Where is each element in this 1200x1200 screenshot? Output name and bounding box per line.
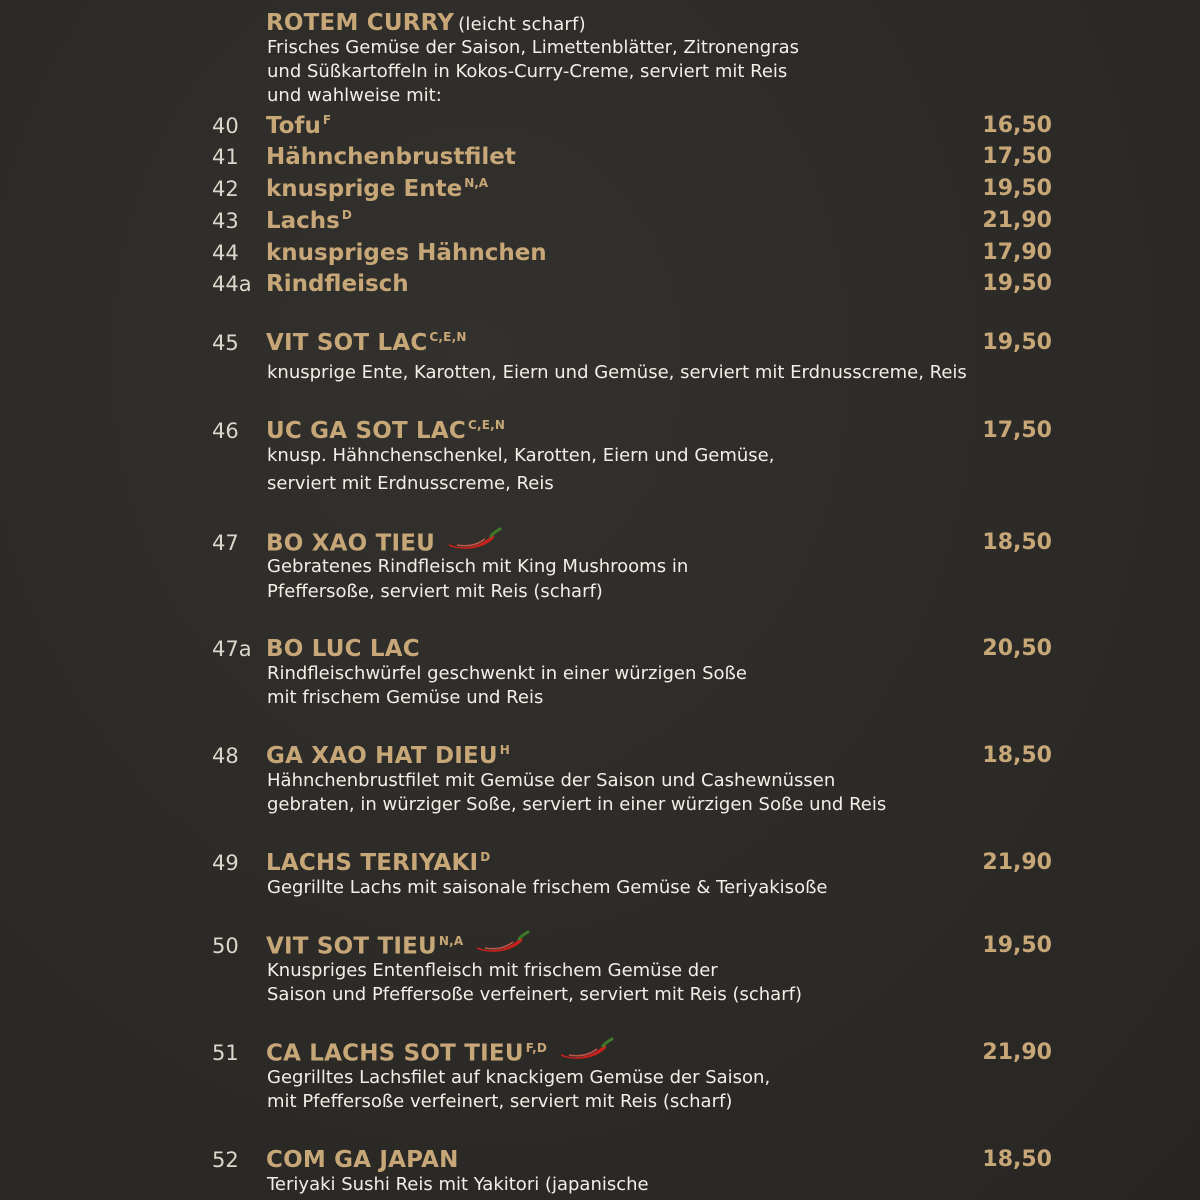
allergen-codes: N,A [438, 933, 464, 948]
curry-note: (leicht scharf) [458, 14, 586, 35]
dish-description: Hähnchenbrustfilet mit Gemüse der Saison und Cashewnüssen [267, 770, 836, 791]
item-number: 47a [212, 637, 252, 661]
item-number: 51 [212, 1041, 239, 1065]
item-number: 50 [212, 934, 239, 958]
item-number: 42 [212, 177, 239, 201]
item-name-text: BO XAO TIEU [266, 530, 436, 557]
item-number: 47 [212, 531, 239, 555]
item-name [266, 140, 516, 174]
item-number: 44a [212, 272, 252, 296]
curry-description-line-1: Frisches Gemüse der Saison, Limettenblätter, Zitronengras [267, 37, 800, 58]
item-price: 18,50 [982, 743, 1052, 768]
allergen-codes: D [480, 850, 491, 865]
item-price: 18,50 [982, 530, 1052, 555]
item-price: 20,50 [982, 636, 1052, 661]
dish-row [0, 929, 1200, 963]
dish-row [0, 846, 1200, 880]
item-name [266, 172, 488, 206]
item-name [266, 632, 420, 666]
item-name-text: CA LACHS SOT TIEU [266, 1040, 524, 1067]
dish-description: Gegrillte Lachs mit saisonale frischem Gemüse & Teriyakisoße [267, 877, 828, 898]
allergen-codes: F,D [525, 1040, 548, 1055]
dish-description: Knuspriges Entenfleisch mit frischem Gemüse der [267, 960, 718, 981]
item-name-text: knuspriges Hähnchen [266, 240, 547, 266]
allergen-codes: H [499, 743, 511, 758]
item-name-text: Rindfleisch [266, 271, 409, 297]
dish-description: serviert mit Erdnusscreme, Reis [267, 473, 554, 494]
item-number: 41 [212, 145, 239, 169]
curry-option [0, 109, 1200, 143]
item-number: 43 [212, 209, 239, 233]
item-number: 45 [212, 331, 239, 355]
allergen-codes: C,E,N [429, 330, 467, 345]
allergen-codes: D [341, 208, 352, 223]
dish-description: Teriyaki Sushi Reis mit Yakitori (japanische [267, 1174, 649, 1195]
item-number: 46 [212, 419, 239, 443]
item-name-text: BO LUC LAC [266, 636, 420, 662]
item-name-text: Lachs [266, 208, 340, 234]
item-number: 48 [212, 744, 239, 768]
item-price: 21,90 [982, 208, 1052, 233]
dish-description: Rindfleischwürfel geschwenkt in einer würzigen Soße [267, 663, 747, 684]
allergen-codes: N,A [464, 176, 489, 191]
curry-option [0, 267, 1200, 301]
curry-header [0, 6, 1200, 40]
item-name-text: COM GA JAPAN [266, 1147, 459, 1173]
item-number: 40 [212, 114, 239, 138]
item-price: 17,50 [982, 418, 1052, 443]
item-name [266, 1143, 459, 1177]
item-name-text: knusprige Ente [266, 176, 463, 202]
dish-description: mit Pfeffersoße verfeinert, serviert mit Reis (scharf) [267, 1091, 733, 1112]
curry-title-text: ROTEM CURRY [266, 10, 455, 36]
curry-description-line-3: und wahlweise mit: [267, 85, 442, 106]
item-name-text: LACHS TERIYAKI [266, 850, 479, 876]
item-name [266, 267, 409, 301]
item-name [266, 414, 505, 448]
allergen-codes: C,E,N [468, 418, 506, 433]
item-price: 19,50 [982, 933, 1052, 958]
dish-description: Saison und Pfeffersoße verfeinert, serviert mit Reis (scharf) [267, 984, 802, 1005]
allergen-codes: F [322, 113, 332, 128]
item-name [266, 109, 331, 143]
item-price: 19,50 [982, 176, 1052, 201]
item-name-text: Hähnchenbrustfilet [266, 144, 516, 170]
item-name-text: VIT SOT TIEU [266, 933, 437, 960]
dish-description: gebraten, in würziger Soße, serviert in einer würzigen Soße und Reis [267, 794, 887, 815]
item-price: 17,90 [982, 240, 1052, 265]
dish-description: mit frischem Gemüse und Reis [267, 687, 544, 708]
item-name-text: GA XAO HAT DIEU [266, 743, 498, 769]
item-name [266, 236, 547, 270]
item-price: 21,90 [982, 850, 1052, 875]
curry-description-line-2: und Süßkartoffeln in Kokos-Curry-Creme, serviert mit Reis [267, 61, 788, 82]
item-number: 52 [212, 1148, 239, 1172]
dish-row [0, 326, 1200, 360]
item-name-text: Tofu [266, 113, 321, 139]
item-name [266, 739, 510, 773]
item-price: 18,50 [982, 1147, 1052, 1172]
item-number: 44 [212, 241, 239, 265]
curry-option [0, 140, 1200, 174]
curry-option [0, 172, 1200, 206]
dish-description: Gebratenes Rindfleisch mit King Mushrooms in [267, 556, 689, 577]
dish-row [0, 1036, 1200, 1070]
item-name [266, 326, 467, 360]
item-name [266, 846, 490, 880]
item-price: 19,50 [982, 330, 1052, 355]
item-price: 19,50 [982, 271, 1052, 296]
dish-row [0, 414, 1200, 448]
item-name [266, 204, 352, 238]
dish-description: Gegrilltes Lachsfilet auf knackigem Gemüse der Saison, [267, 1067, 771, 1088]
dish-row [0, 632, 1200, 666]
item-name-text: UC GA SOT LAC [266, 418, 466, 444]
item-price: 16,50 [982, 113, 1052, 138]
dish-row [0, 739, 1200, 773]
item-price: 21,90 [982, 1040, 1052, 1065]
item-name-text: VIT SOT LAC [266, 330, 428, 356]
dish-description: knusp. Hähnchenschenkel, Karotten, Eiern und Gemüse, [267, 445, 775, 466]
curry-option [0, 236, 1200, 270]
item-number: 49 [212, 851, 239, 875]
curry-option [0, 204, 1200, 238]
dish-row [0, 1143, 1200, 1177]
item-price: 17,50 [982, 144, 1052, 169]
dish-description: Pfeffersoße, serviert mit Reis (scharf) [267, 581, 603, 602]
dish-description: knusprige Ente, Karotten, Eiern und Gemüse, serviert mit Erdnusscreme, Reis [267, 362, 967, 383]
